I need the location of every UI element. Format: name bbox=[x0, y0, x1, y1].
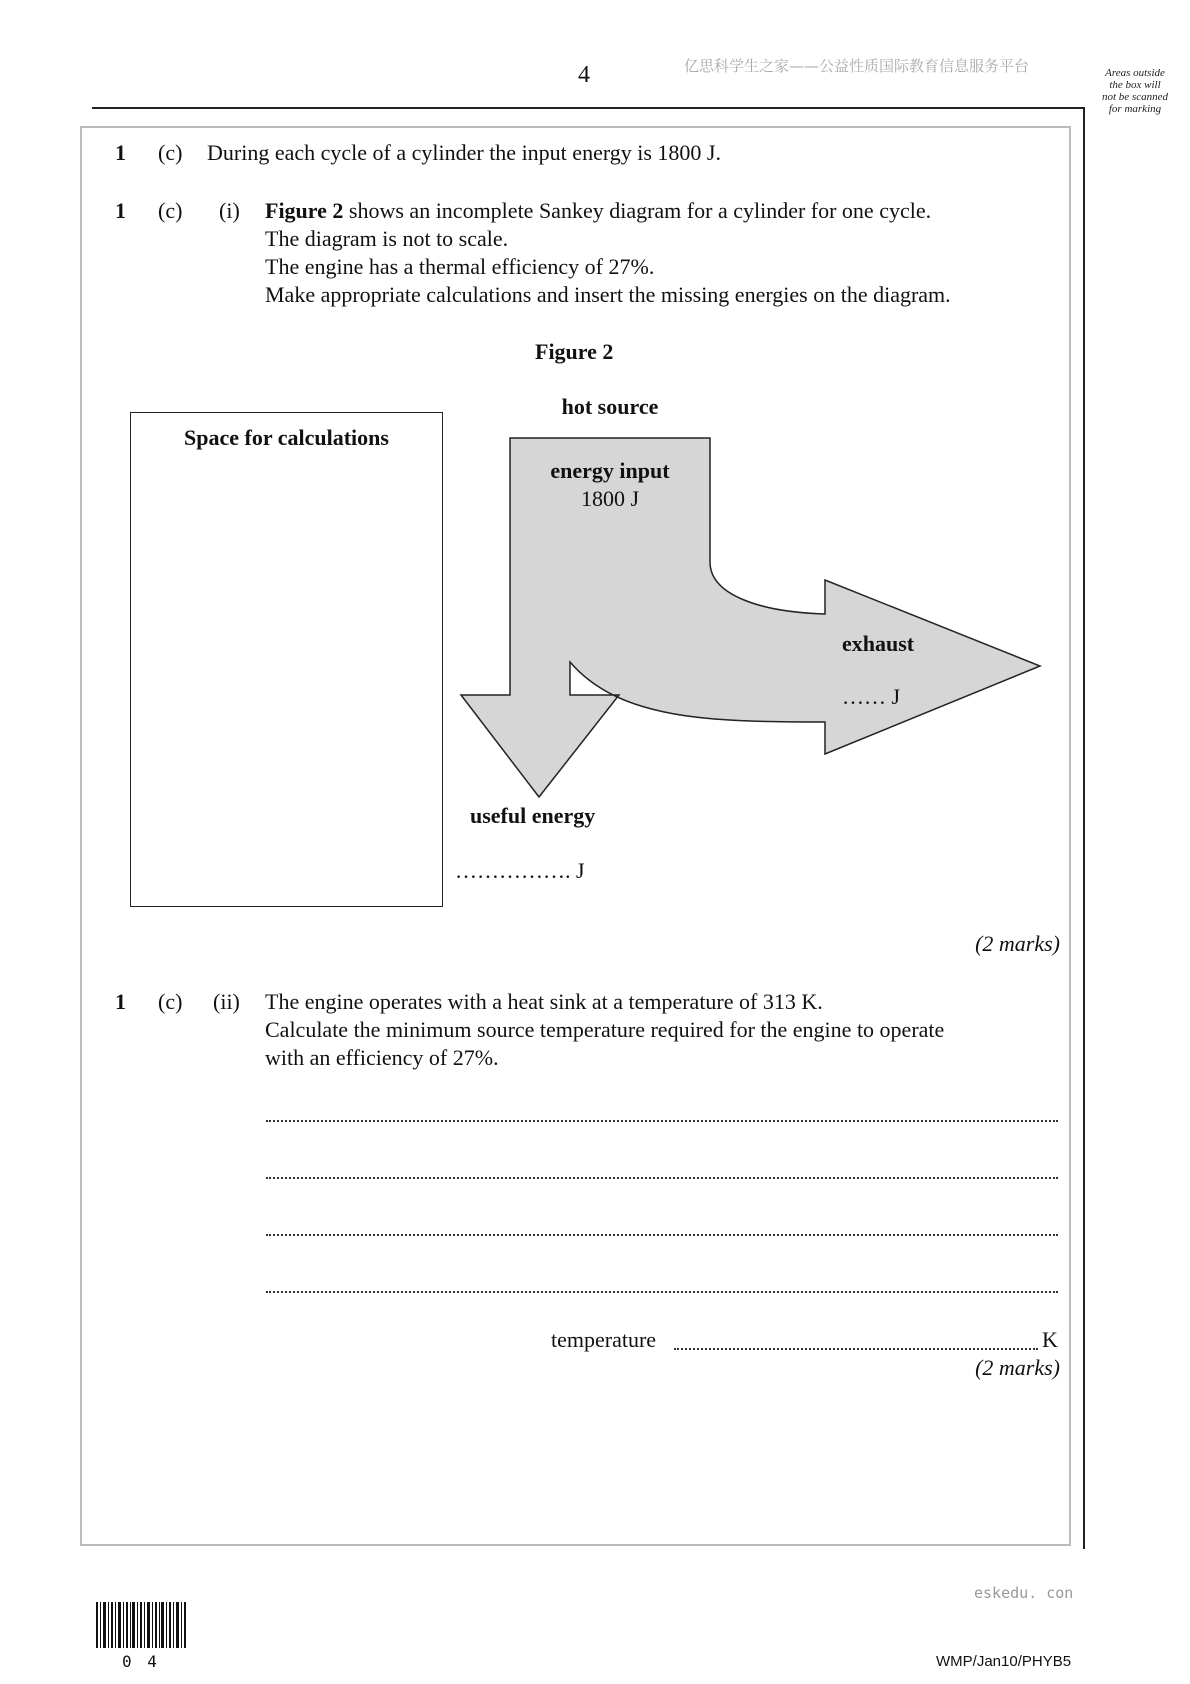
top-rule bbox=[92, 107, 1084, 109]
exhaust-value-blank[interactable]: …… J bbox=[842, 684, 901, 709]
question-text: Make appropriate calculations and insert the missing energies on the diagram. bbox=[265, 282, 951, 307]
right-rule bbox=[1083, 107, 1085, 1549]
marks-indicator: (2 marks) bbox=[975, 1355, 1060, 1380]
question-number: 1 bbox=[115, 989, 126, 1014]
question-subpart: (i) bbox=[219, 198, 240, 223]
energy-input-label: energy input bbox=[550, 458, 670, 483]
question-text: During each cycle of a cylinder the input energy is 1800 J. bbox=[207, 140, 721, 165]
question-part: (c) bbox=[158, 989, 183, 1014]
temperature-answer-label: temperature bbox=[551, 1327, 657, 1352]
question-text: The engine operates with a heat sink at a temperature of 313 K. bbox=[265, 989, 823, 1014]
answer-line[interactable] bbox=[266, 1120, 1058, 1122]
question-text: Figure 2 shows an incomplete Sankey diagram for a cylinder for one cycle. bbox=[265, 198, 932, 223]
question-number: 1 bbox=[115, 140, 126, 165]
answer-line[interactable] bbox=[266, 1291, 1058, 1293]
question-subpart: (ii) bbox=[213, 989, 240, 1014]
figure-reference: Figure 2 bbox=[265, 198, 344, 223]
site-watermark: eskedu. con bbox=[974, 1584, 1074, 1602]
exhaust-label: exhaust bbox=[842, 631, 915, 656]
page-number: 4 bbox=[578, 62, 590, 88]
figure-title: Figure 2 bbox=[535, 339, 614, 364]
question-text: with an efficiency of 27%. bbox=[265, 1045, 499, 1070]
useful-energy-label: useful energy bbox=[470, 803, 596, 828]
calculation-space-box[interactable] bbox=[130, 412, 443, 907]
question-number: 1 bbox=[115, 198, 126, 223]
barcode-digits: 0 4 bbox=[122, 1652, 160, 1671]
margin-note: Areas outside the box will not be scanned for marking bbox=[1102, 67, 1168, 115]
energy-input-value: 1800 J bbox=[580, 486, 640, 511]
question-text: The diagram is not to scale. bbox=[265, 226, 509, 251]
question-part: (c) bbox=[158, 140, 183, 165]
temperature-unit: K bbox=[1042, 1327, 1058, 1352]
question-text: Calculate the minimum source temperature required for the engine to operate bbox=[265, 1017, 945, 1042]
answer-line[interactable] bbox=[266, 1234, 1058, 1236]
answer-line[interactable] bbox=[266, 1177, 1058, 1179]
paper-code: WMP/Jan10/PHYB5 bbox=[936, 1653, 1072, 1670]
temperature-answer-line[interactable] bbox=[674, 1348, 1038, 1350]
barcode bbox=[96, 1602, 188, 1650]
question-part: (c) bbox=[158, 198, 183, 223]
calculation-space-label: Space for calculations bbox=[184, 425, 389, 450]
question-text: The engine has a thermal efficiency of 27%. bbox=[265, 254, 655, 279]
marks-indicator: (2 marks) bbox=[975, 931, 1060, 956]
watermark-text: 亿思科学生之家——公益性质国际教育信息服务平台 bbox=[684, 57, 1030, 75]
hot-source-label: hot source bbox=[561, 394, 659, 419]
useful-energy-value-blank[interactable]: ……………. J bbox=[455, 858, 585, 883]
